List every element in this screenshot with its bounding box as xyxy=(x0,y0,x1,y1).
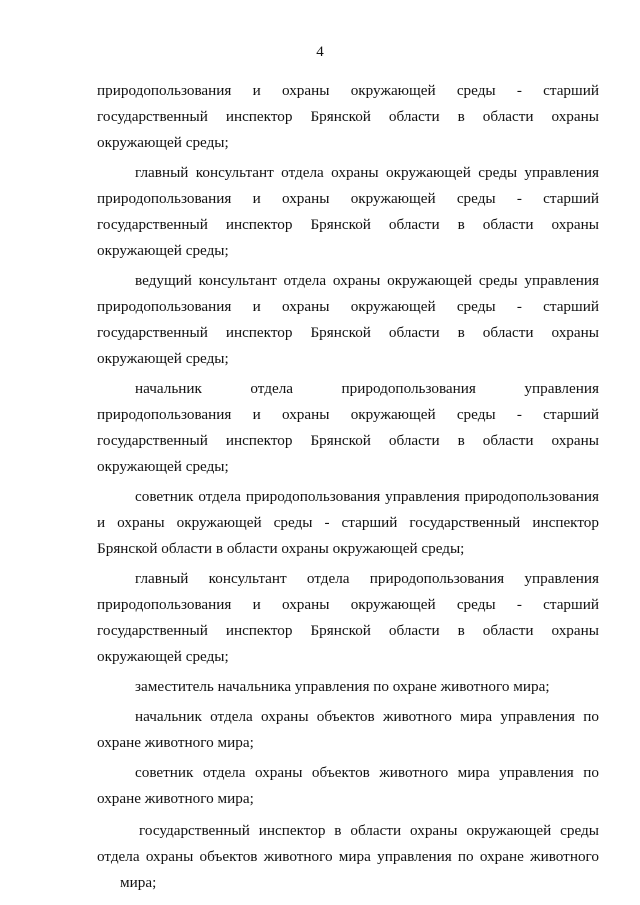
word: государственный xyxy=(97,108,208,125)
word: природопользования xyxy=(341,380,476,397)
word: охраны xyxy=(281,298,330,315)
text-line: советник отдела охраны объектов животного мира управления по xyxy=(135,764,599,781)
text-line xyxy=(97,104,599,130)
word: старший xyxy=(543,596,599,613)
paragraph xyxy=(97,268,599,372)
text-line xyxy=(97,78,599,104)
word: в xyxy=(457,108,465,125)
word: инспектор xyxy=(225,216,293,233)
word: среды xyxy=(456,406,496,423)
text-line xyxy=(97,618,599,644)
word: природопользования xyxy=(97,406,232,423)
word: старший xyxy=(543,190,599,207)
word: области xyxy=(388,108,440,125)
word: в xyxy=(457,622,465,639)
word: окружающей xyxy=(350,190,436,207)
text-line xyxy=(97,592,599,618)
word: в xyxy=(457,432,465,449)
page-number: 4 xyxy=(316,44,324,60)
text-line: окружающей среды; xyxy=(97,350,229,367)
text-line xyxy=(97,376,599,402)
word: Брянской xyxy=(310,622,371,639)
word: и xyxy=(252,82,261,99)
word: области xyxy=(482,324,534,341)
word: государственный xyxy=(97,324,208,341)
paragraph xyxy=(97,704,599,756)
word: природопользования xyxy=(369,570,505,587)
word: - xyxy=(516,406,522,423)
text-line xyxy=(97,294,599,320)
word: природопользования xyxy=(97,596,232,613)
text-line xyxy=(97,402,599,428)
word: отдела xyxy=(306,570,350,587)
word: - xyxy=(516,298,522,315)
word: среды xyxy=(456,82,496,99)
word: управления xyxy=(524,380,599,397)
word: начальник xyxy=(135,380,202,397)
word: области xyxy=(482,108,534,125)
text-line: окружающей среды; xyxy=(97,134,229,151)
word: охраны xyxy=(551,432,599,449)
word: - xyxy=(516,82,522,99)
word: охраны xyxy=(281,190,330,207)
word: старший xyxy=(543,406,599,423)
text-line xyxy=(97,566,599,592)
word: области xyxy=(482,622,534,639)
word: Брянской xyxy=(310,324,371,341)
text-line: и охраны окружающей среды - старший государственный инспектор xyxy=(97,514,599,531)
word: управления xyxy=(524,570,599,587)
word: области xyxy=(482,216,534,233)
word: и xyxy=(252,596,261,613)
text-line: окружающей среды; xyxy=(97,242,229,259)
word: области xyxy=(482,432,534,449)
word: окружающей xyxy=(350,406,436,423)
word: и xyxy=(252,190,261,207)
text-line: охране животного мира; xyxy=(97,734,254,751)
word: и xyxy=(252,298,261,315)
word: в xyxy=(457,216,465,233)
text-line: заместитель начальника управления по охране животного мира; xyxy=(135,678,550,695)
word: Брянской xyxy=(310,432,371,449)
word: среды xyxy=(456,298,496,315)
word: охраны xyxy=(281,82,330,99)
text-line xyxy=(97,212,599,238)
word: консультант xyxy=(208,570,287,587)
paragraph xyxy=(97,760,599,812)
word: природопользования xyxy=(97,82,232,99)
word: природопользования xyxy=(97,298,232,315)
word: охраны xyxy=(551,622,599,639)
word: инспектор xyxy=(225,622,293,639)
word: Брянской xyxy=(310,108,371,125)
word: Брянской xyxy=(310,216,371,233)
text-line: Брянской области в области охраны окружающей среды; xyxy=(97,540,465,557)
word: главный xyxy=(135,570,189,587)
paragraph xyxy=(97,674,599,700)
word: охраны xyxy=(281,596,330,613)
word: окружающей xyxy=(350,82,436,99)
paragraph xyxy=(97,818,599,896)
text-line xyxy=(97,428,599,454)
word: отдела xyxy=(250,380,294,397)
word: инспектор xyxy=(225,324,293,341)
text-line: окружающей среды; xyxy=(97,648,229,665)
text-line: советник отдела природопользования управления природопользования xyxy=(135,488,599,505)
paragraph xyxy=(97,160,599,264)
text-line: окружающей среды; xyxy=(97,458,229,475)
text-line: государственный инспектор в области охраны окружающей среды xyxy=(139,822,599,839)
word: области xyxy=(388,622,440,639)
text-line: охране животного мира; xyxy=(97,790,254,807)
document-body xyxy=(97,78,599,896)
word: инспектор xyxy=(225,432,293,449)
paragraph xyxy=(97,484,599,562)
word: государственный xyxy=(97,432,208,449)
word: окружающей xyxy=(350,298,436,315)
text-line xyxy=(97,186,599,212)
word: области xyxy=(388,324,440,341)
paragraph xyxy=(97,566,599,670)
word: государственный xyxy=(97,216,208,233)
word: и xyxy=(252,406,261,423)
text-line xyxy=(97,320,599,346)
word: области xyxy=(388,432,440,449)
word: государственный xyxy=(97,622,208,639)
word: инспектор xyxy=(225,108,293,125)
word: среды xyxy=(456,190,496,207)
paragraph xyxy=(97,376,599,480)
word: - xyxy=(516,596,522,613)
word: старший xyxy=(543,298,599,315)
text-line: начальник отдела охраны объектов животного мира управления по xyxy=(135,708,599,725)
word: окружающей xyxy=(350,596,436,613)
word: природопользования xyxy=(97,190,232,207)
text-line: ведущий консультант отдела охраны окружающей среды управления xyxy=(135,272,599,289)
word: охраны xyxy=(551,324,599,341)
word: в xyxy=(457,324,465,341)
text-line: главный консультант отдела охраны окружающей среды управления xyxy=(135,164,599,181)
word: области xyxy=(388,216,440,233)
word: охраны xyxy=(551,216,599,233)
word: охраны xyxy=(281,406,330,423)
paragraph xyxy=(97,78,599,156)
word: охраны xyxy=(551,108,599,125)
word: - xyxy=(516,190,522,207)
text-line: мира; xyxy=(120,874,157,891)
text-line: отдела охраны объектов животного мира управления по охране животного xyxy=(97,848,599,865)
word: старший xyxy=(543,82,599,99)
word: среды xyxy=(456,596,496,613)
